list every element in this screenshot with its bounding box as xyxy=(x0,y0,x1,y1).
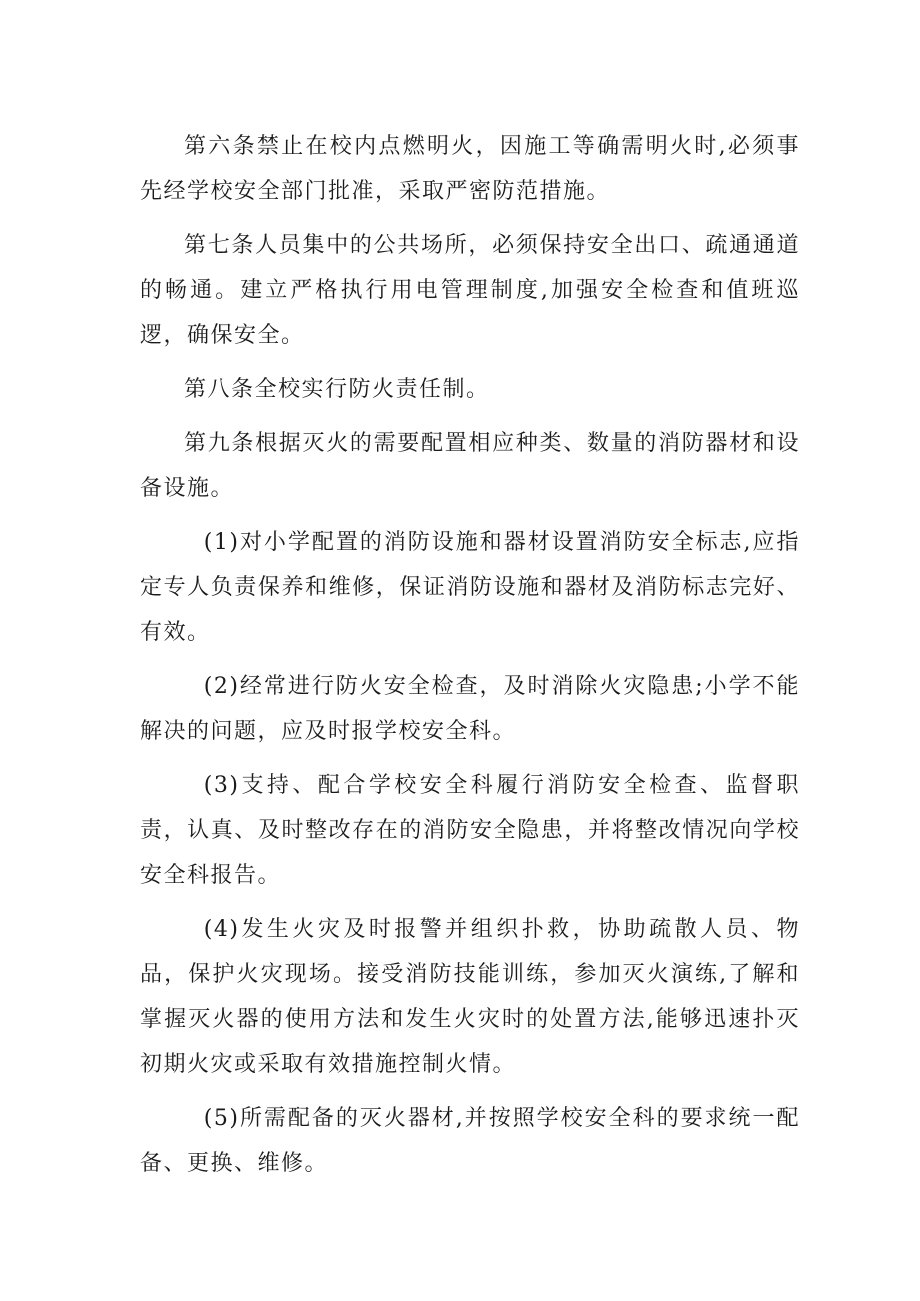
item-2-paragraph: (2)经常进行防火安全检查，及时消除火灾隐患;小学不能解决的问题，应及时报学校安全科。 xyxy=(140,674,800,744)
item-3-paragraph: (3)支持、配合学校安全科履行消防安全检查、监督职责，认真、及时整改存在的消防安全隐患，并将整改情况向学校安全科报告。 xyxy=(140,773,800,888)
document-body xyxy=(140,124,800,1195)
article-8-paragraph: 第八条全校实行防火责任制。 xyxy=(184,377,490,402)
item-4-paragraph: (4)发生火灾及时报警并组织扑救，协助疏散人员、物品，保护火灾现场。接受消防技能训练，参加灭火演练,了解和掌握灭火器的使用方法和发生火灾时的处置方法,能够迅速扑灭初期火灾或采取有效措施控制火情。 xyxy=(140,917,800,1077)
article-9-paragraph: 第九条根据灭火的需要配置相应种类、数量的消防器材和设备设施。 xyxy=(140,431,800,501)
item-5-paragraph: (5)所需配备的灭火器材,并按照学校安全科的要求统一配备、更换、维修。 xyxy=(140,1106,800,1176)
article-7-paragraph: 第七条人员集中的公共场所，必须保持安全出口、疏通通道的畅通。建立严格执行用电管理制度,加强安全检查和值班巡逻，确保安全。 xyxy=(140,233,800,348)
item-1-paragraph: (1)对小学配置的消防设施和器材设置消防安全标志,应指定专人负责保养和维修，保证消防设施和器材及消防标志完好、有效。 xyxy=(140,530,800,645)
article-6-paragraph: 第六条禁止在校内点燃明火，因施工等确需明火时,必须事先经学校安全部门批准，采取严密防范措施。 xyxy=(140,134,800,204)
